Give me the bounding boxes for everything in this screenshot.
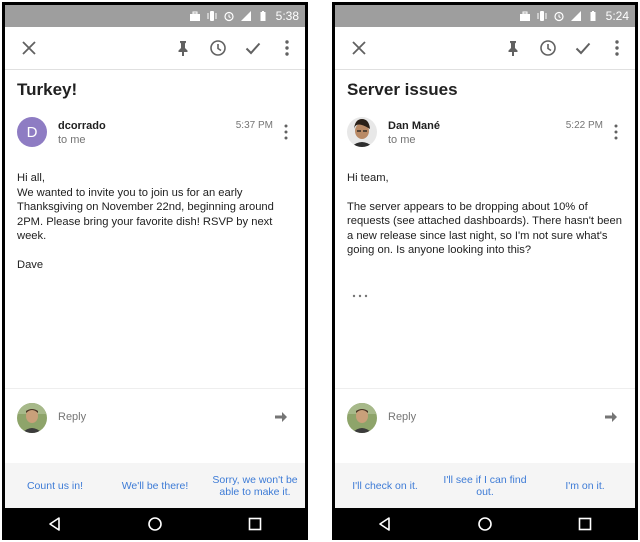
snooze-icon[interactable]: [206, 36, 230, 60]
reply-arrow-icon[interactable]: [603, 409, 619, 425]
home-icon[interactable]: [144, 513, 166, 535]
briefcase-icon: [189, 10, 201, 22]
smart-reply-1[interactable]: I'll check on it.: [352, 479, 418, 492]
check-icon[interactable]: [571, 36, 595, 60]
smart-reply-1[interactable]: Count us in!: [26, 479, 84, 492]
recents-icon[interactable]: [574, 513, 596, 535]
pin-icon[interactable]: [171, 36, 195, 60]
signal-icon: [570, 10, 582, 22]
vibrate-icon: [536, 10, 548, 22]
briefcase-icon: [519, 10, 531, 22]
smart-reply-3[interactable]: Sorry, we won't be able to make it.: [212, 473, 298, 498]
email-view: [335, 5, 635, 537]
message-more-icon[interactable]: [609, 123, 623, 141]
email-subject: Turkey!: [17, 80, 78, 99]
status-bar: [335, 5, 635, 27]
user-avatar: [347, 403, 377, 433]
status-time: 5:38: [275, 9, 299, 23]
smart-reply-bar: [5, 463, 305, 508]
check-icon[interactable]: [241, 36, 265, 60]
user-avatar: [17, 403, 47, 433]
recipient-label[interactable]: to me: [388, 134, 416, 146]
sender-name: dcorrado: [58, 120, 106, 132]
more-vert-icon[interactable]: [605, 36, 629, 60]
snooze-icon[interactable]: [536, 36, 560, 60]
recipient-label[interactable]: to me: [58, 134, 86, 146]
status-time: 5:24: [605, 9, 629, 23]
close-icon[interactable]: [17, 36, 41, 60]
vibrate-icon: [206, 10, 218, 22]
home-icon[interactable]: [474, 513, 496, 535]
smart-reply-2[interactable]: We'll be there!: [121, 479, 189, 492]
sender-avatar[interactable]: D: [17, 117, 47, 147]
email-time: 5:22 PM: [565, 120, 603, 131]
battery-icon: [587, 10, 599, 22]
alarm-icon: [223, 10, 235, 22]
phone-screen-server-issues: [332, 2, 638, 540]
nav-bar: [335, 508, 635, 540]
message-more-icon[interactable]: [279, 123, 293, 141]
smart-reply-bar: [335, 463, 635, 508]
email-subject: Server issues: [347, 80, 458, 99]
nav-bar: [5, 508, 305, 540]
reply-area: [5, 388, 305, 464]
body-greeting: Hi team,: [347, 172, 389, 184]
sender-name: Dan Mané: [388, 120, 440, 132]
email-view: [5, 5, 305, 537]
alarm-icon: [553, 10, 565, 22]
email-body: [17, 171, 297, 286]
body-signature: Dave: [17, 258, 44, 271]
smart-reply-3[interactable]: I'm on it.: [565, 479, 605, 492]
more-vert-icon[interactable]: [275, 36, 299, 60]
body-paragraph: Hi all, We wanted to invite you to join us for an early Thanksgiving on November 22nd, beginning around 2PM. Please bring your favorite dish! RSVP by next week.: [17, 172, 274, 242]
back-icon[interactable]: [374, 513, 396, 535]
recents-icon[interactable]: [244, 513, 266, 535]
toolbar: [335, 27, 635, 70]
sender-avatar[interactable]: [347, 117, 377, 147]
status-bar: [5, 5, 305, 27]
smart-reply-2[interactable]: I'll see if I can find out.: [443, 473, 527, 498]
show-trimmed-icon[interactable]: [351, 286, 369, 292]
toolbar: [5, 27, 305, 70]
reply-field[interactable]: Reply: [388, 411, 417, 423]
body-paragraph: The server appears to be dropping about 10% of requests (see attached dashboards). There hasn't been a new release since last night, so I'm not sure what's going on. Is anyone looking into this?: [347, 200, 622, 256]
signal-icon: [240, 10, 252, 22]
reply-arrow-icon[interactable]: [273, 409, 289, 425]
battery-icon: [257, 10, 269, 22]
reply-area: [335, 388, 635, 464]
email-body: [347, 171, 627, 272]
email-time: 5:37 PM: [235, 120, 273, 131]
reply-field[interactable]: Reply: [58, 411, 87, 423]
close-icon[interactable]: [347, 36, 371, 60]
back-icon[interactable]: [44, 513, 66, 535]
pin-icon[interactable]: [501, 36, 525, 60]
phone-screen-turkey: [2, 2, 308, 540]
